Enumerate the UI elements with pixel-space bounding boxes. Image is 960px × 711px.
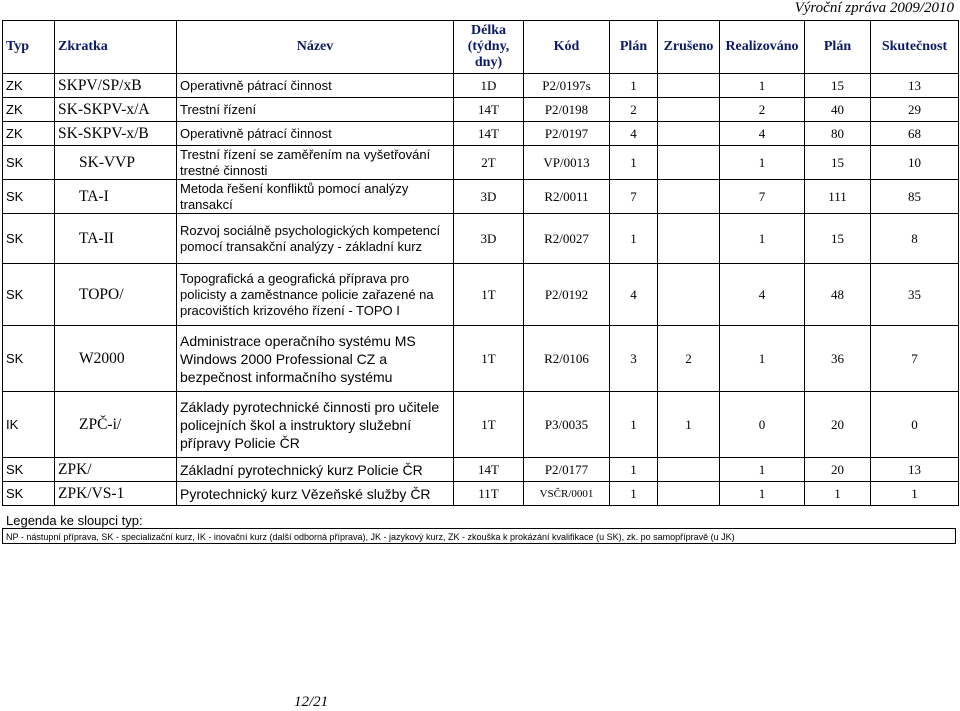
cell-realizovano: 7 bbox=[720, 180, 805, 214]
cell-kod: VP/0013 bbox=[524, 146, 610, 180]
legend-text: NP - nástupní příprava, SK - specializační kurz, IK - inovační kurz (další odborná příprava), JK - jazykový kurz, ZK - zkouška k prokázání kvalifikace (u SK), zk. po samopřípravě (u JK) bbox=[2, 528, 956, 544]
cell-kod: P2/0197s bbox=[524, 74, 610, 98]
table-row bbox=[3, 482, 959, 506]
cell-skutecnost: 68 bbox=[871, 122, 959, 146]
cell-zruseno bbox=[658, 122, 720, 146]
table-header-row bbox=[3, 21, 959, 74]
cell-kod: P2/0198 bbox=[524, 98, 610, 122]
cell-realizovano: 0 bbox=[720, 392, 805, 458]
cell-delka: 3D bbox=[454, 214, 524, 264]
report-header-note: Výroční zpráva 2009/2010 bbox=[794, 0, 954, 16]
cell-skutecnost: 10 bbox=[871, 146, 959, 180]
cell-kod: P2/0177 bbox=[524, 458, 610, 482]
cell-typ: SK bbox=[3, 326, 55, 392]
cell-plan-participants: 1 bbox=[805, 482, 871, 506]
cell-plan-participants: 15 bbox=[805, 214, 871, 264]
col-header-plan-participants: Plán bbox=[805, 21, 871, 74]
cell-zruseno bbox=[658, 458, 720, 482]
cell-typ: SK bbox=[3, 482, 55, 506]
cell-zkratka: ZPČ-i/ bbox=[55, 392, 177, 458]
cell-plan: 1 bbox=[610, 392, 658, 458]
col-header-plan: Plán bbox=[610, 21, 658, 74]
col-header-realizovano: Realizováno bbox=[720, 21, 805, 74]
cell-zkratka: ZPK/VS-1 bbox=[55, 482, 177, 506]
cell-realizovano: 1 bbox=[720, 482, 805, 506]
cell-delka: 1T bbox=[454, 326, 524, 392]
cell-kod: P2/0197 bbox=[524, 122, 610, 146]
cell-zkratka: SK-VVP bbox=[55, 146, 177, 180]
table-row bbox=[3, 146, 959, 180]
cell-delka: 11T bbox=[454, 482, 524, 506]
cell-typ: SK bbox=[3, 146, 55, 180]
table-row bbox=[3, 264, 959, 326]
cell-zkratka: TA-II bbox=[55, 214, 177, 264]
cell-realizovano: 1 bbox=[720, 214, 805, 264]
cell-skutecnost: 35 bbox=[871, 264, 959, 326]
cell-typ: ZK bbox=[3, 98, 55, 122]
cell-zkratka: SK-SKPV-x/B bbox=[55, 122, 177, 146]
cell-plan: 4 bbox=[610, 264, 658, 326]
cell-realizovano: 1 bbox=[720, 458, 805, 482]
col-header-zkratka: Zkratka bbox=[55, 21, 177, 74]
table-row bbox=[3, 458, 959, 482]
page-number: 12/21 bbox=[294, 694, 329, 710]
cell-kod: P3/0035 bbox=[524, 392, 610, 458]
cell-nazev: Pyrotechnický kurz Vězeňské služby ČR bbox=[177, 482, 454, 506]
cell-delka: 14T bbox=[454, 122, 524, 146]
cell-skutecnost: 13 bbox=[871, 458, 959, 482]
table-row bbox=[3, 392, 959, 458]
cell-plan-participants: 20 bbox=[805, 392, 871, 458]
cell-plan: 1 bbox=[610, 74, 658, 98]
cell-kod: R2/0011 bbox=[524, 180, 610, 214]
cell-nazev: Metoda řešení konfliktů pomocí analýzy transakcí bbox=[177, 180, 454, 214]
cell-delka: 14T bbox=[454, 458, 524, 482]
cell-delka: 14T bbox=[454, 98, 524, 122]
cell-plan-participants: 36 bbox=[805, 326, 871, 392]
cell-realizovano: 2 bbox=[720, 98, 805, 122]
table-row bbox=[3, 122, 959, 146]
courses-table bbox=[2, 20, 959, 506]
cell-zruseno bbox=[658, 74, 720, 98]
cell-nazev: Trestní řízení se zaměřením na vyšetřování trestné činnosti bbox=[177, 146, 454, 180]
cell-plan-participants: 111 bbox=[805, 180, 871, 214]
cell-realizovano: 1 bbox=[720, 326, 805, 392]
col-header-nazev: Název bbox=[177, 21, 454, 74]
cell-realizovano: 1 bbox=[720, 74, 805, 98]
cell-delka: 1T bbox=[454, 264, 524, 326]
cell-plan: 1 bbox=[610, 482, 658, 506]
cell-nazev: Administrace operačního systému MS Windows 2000 Professional CZ a bezpečnost informačního systému bbox=[177, 326, 454, 392]
col-header-delka: Délka (týdny, dny) bbox=[454, 21, 524, 74]
cell-skutecnost: 0 bbox=[871, 392, 959, 458]
cell-plan-participants: 48 bbox=[805, 264, 871, 326]
cell-nazev: Operativně pátrací činnost bbox=[177, 122, 454, 146]
cell-nazev: Základní pyrotechnický kurz Policie ČR bbox=[177, 458, 454, 482]
cell-zruseno bbox=[658, 264, 720, 326]
cell-zkratka: ZPK/ bbox=[55, 458, 177, 482]
cell-zruseno bbox=[658, 482, 720, 506]
table-row bbox=[3, 180, 959, 214]
cell-plan-participants: 15 bbox=[805, 74, 871, 98]
cell-plan-participants: 15 bbox=[805, 146, 871, 180]
cell-plan: 7 bbox=[610, 180, 658, 214]
col-header-skutecnost: Skutečnost bbox=[871, 21, 959, 74]
table-row bbox=[3, 326, 959, 392]
cell-skutecnost: 85 bbox=[871, 180, 959, 214]
cell-skutecnost: 7 bbox=[871, 326, 959, 392]
cell-skutecnost: 29 bbox=[871, 98, 959, 122]
cell-zkratka: TOPO/ bbox=[55, 264, 177, 326]
col-header-zruseno: Zrušeno bbox=[658, 21, 720, 74]
cell-zkratka: TA-I bbox=[55, 180, 177, 214]
cell-typ: ZK bbox=[3, 122, 55, 146]
cell-plan: 3 bbox=[610, 326, 658, 392]
cell-zruseno: 1 bbox=[658, 392, 720, 458]
cell-skutecnost: 1 bbox=[871, 482, 959, 506]
cell-nazev: Topografická a geografická příprava pro policisty a zaměstnance policie zařazené na pracovištích krizového řízení - TOPO I bbox=[177, 264, 454, 326]
cell-typ: IK bbox=[3, 392, 55, 458]
cell-plan: 4 bbox=[610, 122, 658, 146]
cell-zruseno: 2 bbox=[658, 326, 720, 392]
table-row bbox=[3, 214, 959, 264]
cell-plan: 1 bbox=[610, 214, 658, 264]
cell-zruseno bbox=[658, 98, 720, 122]
cell-delka: 2T bbox=[454, 146, 524, 180]
cell-nazev: Trestní řízení bbox=[177, 98, 454, 122]
cell-realizovano: 1 bbox=[720, 146, 805, 180]
cell-skutecnost: 13 bbox=[871, 74, 959, 98]
cell-typ: SK bbox=[3, 180, 55, 214]
cell-plan-participants: 80 bbox=[805, 122, 871, 146]
cell-nazev: Operativně pátrací činnost bbox=[177, 74, 454, 98]
cell-plan-participants: 20 bbox=[805, 458, 871, 482]
cell-typ: SK bbox=[3, 264, 55, 326]
cell-kod: P2/0192 bbox=[524, 264, 610, 326]
cell-skutecnost: 8 bbox=[871, 214, 959, 264]
col-header-typ: Typ bbox=[3, 21, 55, 74]
cell-zkratka: SK-SKPV-x/A bbox=[55, 98, 177, 122]
cell-delka: 1T bbox=[454, 392, 524, 458]
cell-zruseno bbox=[658, 146, 720, 180]
cell-zruseno bbox=[658, 180, 720, 214]
table-row bbox=[3, 98, 959, 122]
cell-kod: R2/0106 bbox=[524, 326, 610, 392]
cell-nazev: Rozvoj sociálně psychologických kompetencí pomocí transakční analýzy - základní kurz bbox=[177, 214, 454, 264]
cell-realizovano: 4 bbox=[720, 264, 805, 326]
cell-zruseno bbox=[658, 214, 720, 264]
cell-plan-participants: 40 bbox=[805, 98, 871, 122]
legend-title: Legenda ke sloupci typ: bbox=[6, 513, 143, 528]
cell-delka: 1D bbox=[454, 74, 524, 98]
cell-plan: 1 bbox=[610, 458, 658, 482]
cell-nazev: Základy pyrotechnické činnosti pro učitele policejních škol a instruktory služební přípravy Policie ČR bbox=[177, 392, 454, 458]
table-row bbox=[3, 74, 959, 98]
cell-delka: 3D bbox=[454, 180, 524, 214]
cell-zkratka: SKPV/SP/xB bbox=[55, 74, 177, 98]
cell-plan: 1 bbox=[610, 146, 658, 180]
cell-kod: R2/0027 bbox=[524, 214, 610, 264]
col-header-kod: Kód bbox=[524, 21, 610, 74]
cell-typ: SK bbox=[3, 458, 55, 482]
cell-plan: 2 bbox=[610, 98, 658, 122]
cell-typ: SK bbox=[3, 214, 55, 264]
cell-typ: ZK bbox=[3, 74, 55, 98]
cell-zkratka: W2000 bbox=[55, 326, 177, 392]
cell-realizovano: 4 bbox=[720, 122, 805, 146]
cell-kod: VSČR/0001 bbox=[524, 482, 610, 506]
